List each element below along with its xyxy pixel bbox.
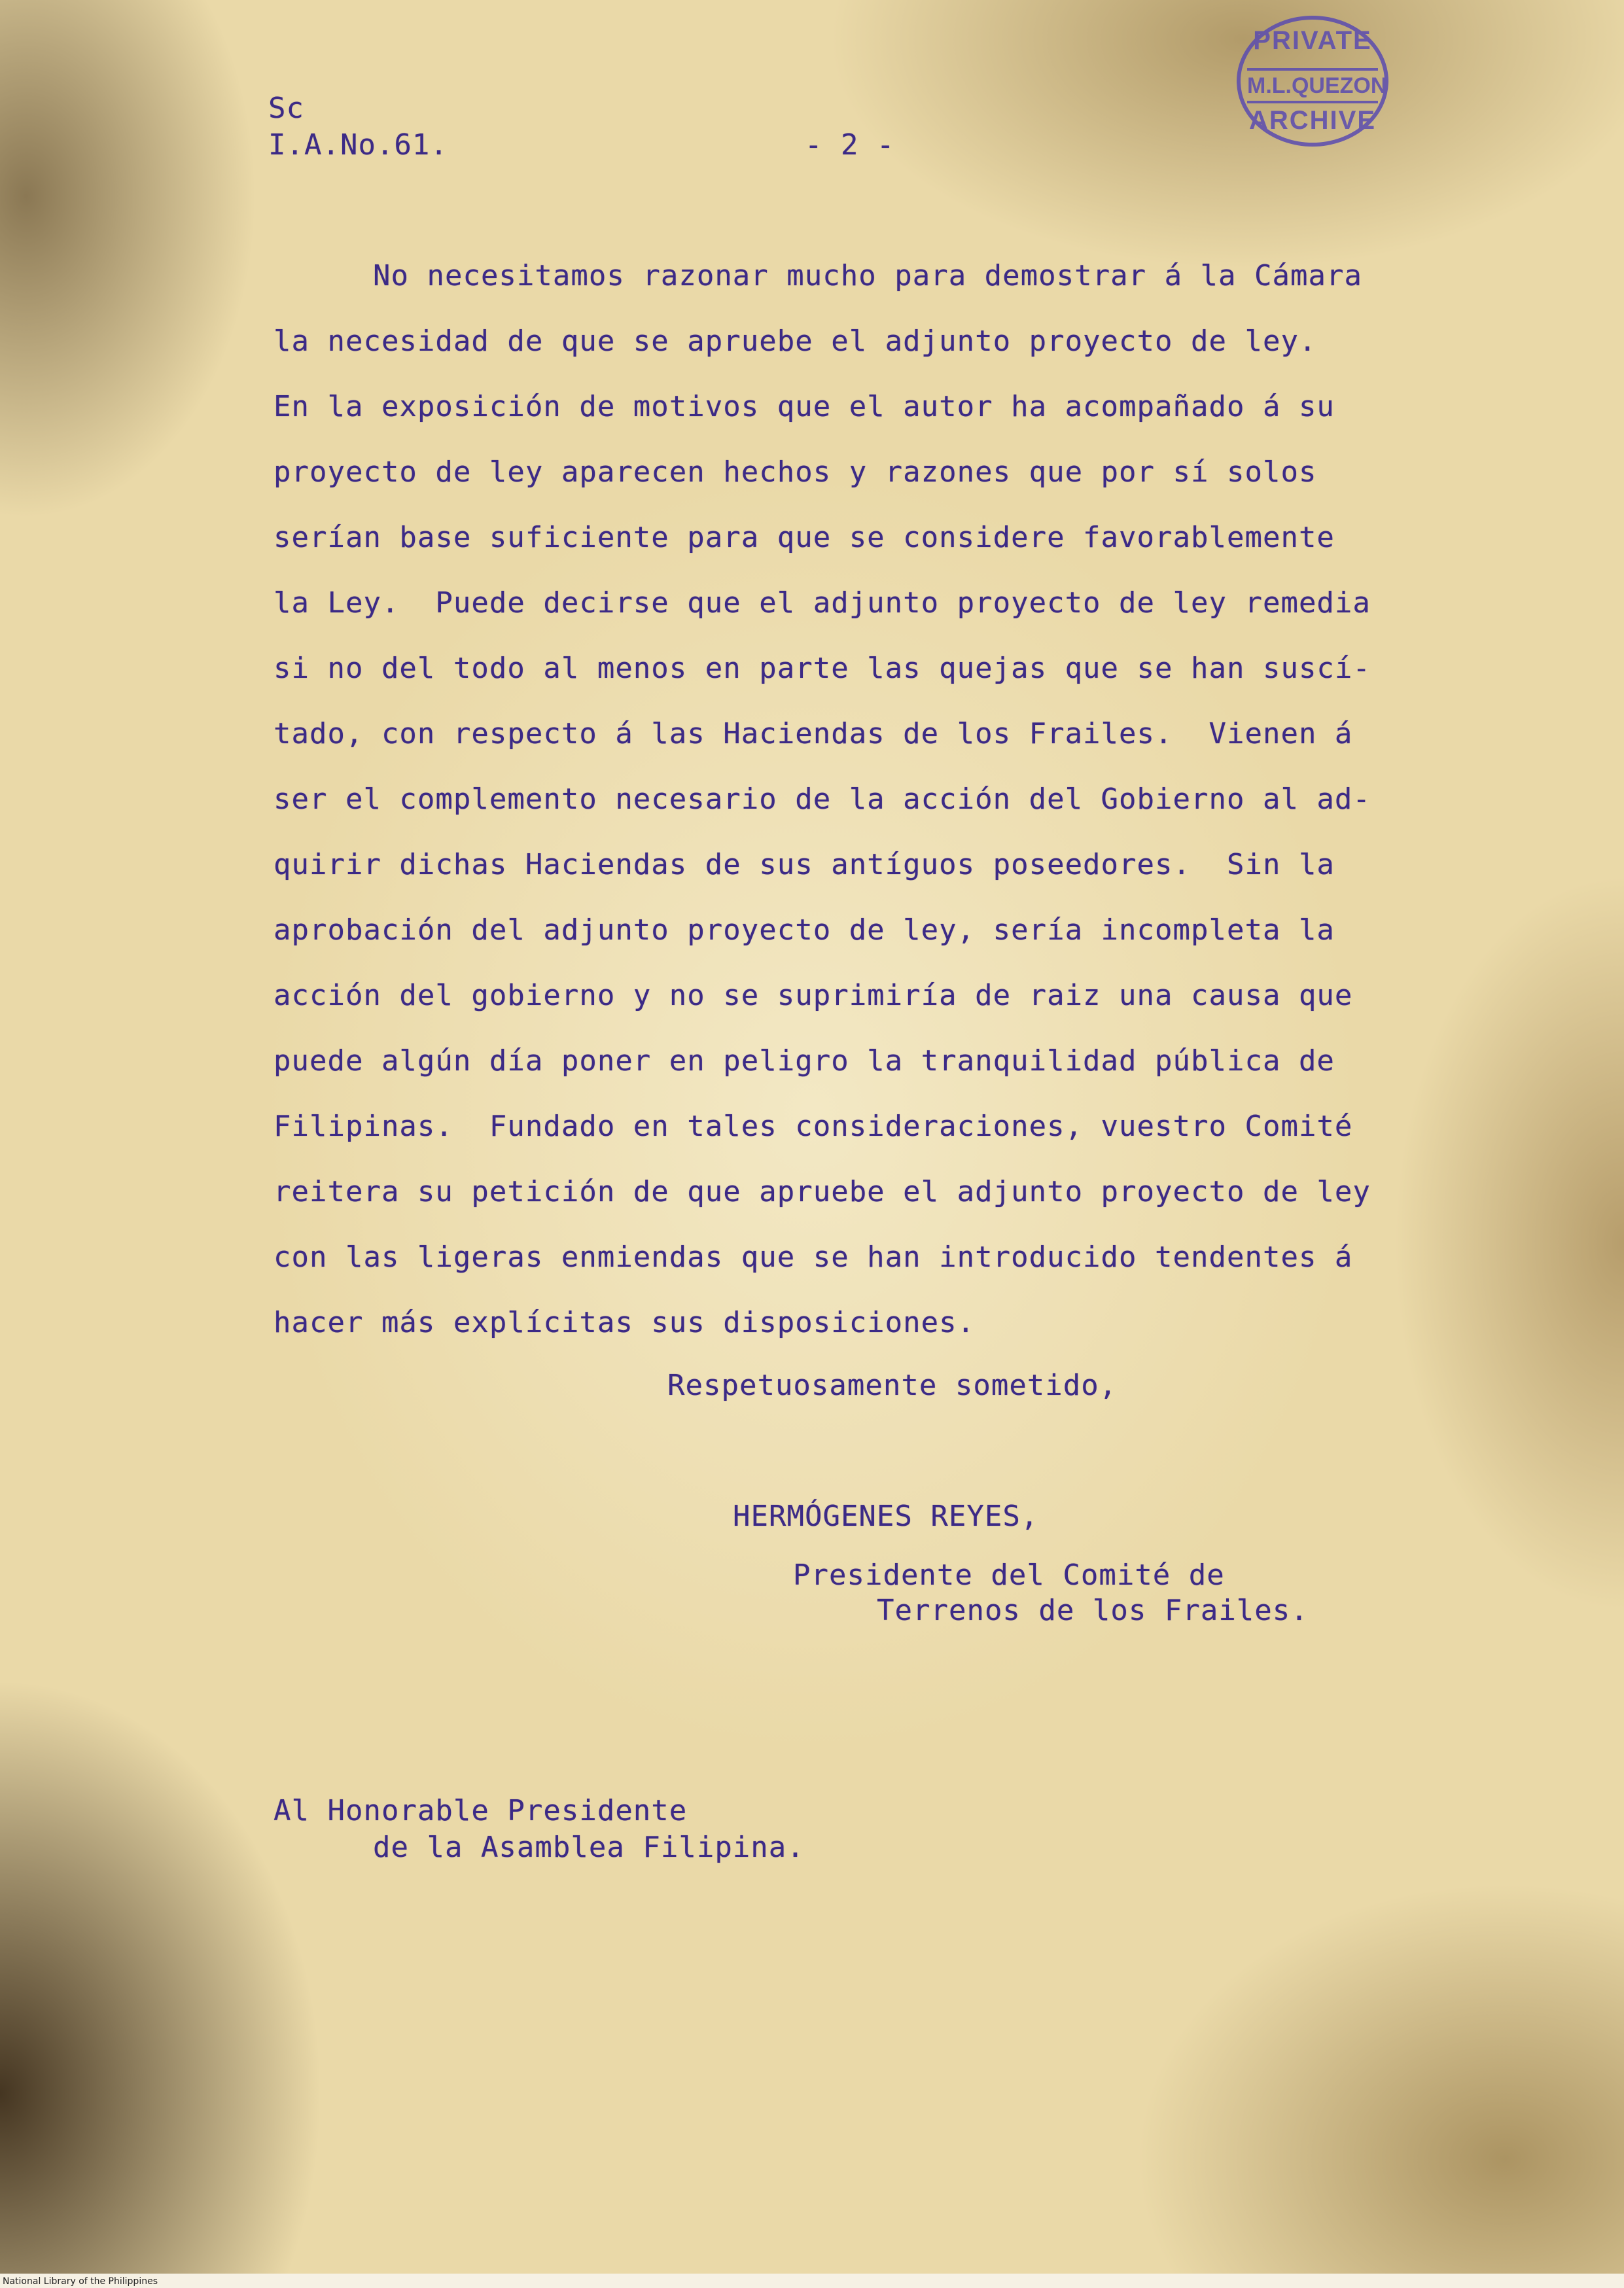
body-line-3: En la exposición de motivos que el autor ha acompañado á su [274, 390, 1335, 423]
addressee-line-1: Al Honorable Presidente [274, 1794, 688, 1827]
body-line-9: ser el complemento necesario de la acción del Gobierno al ad- [274, 783, 1371, 816]
signature-title-2: Terrenos de los Frailes. [877, 1594, 1309, 1627]
body-line-11: aprobación del adjunto proyecto de ley, sería incompleta la [274, 913, 1335, 947]
page-number: - 2 - [805, 128, 895, 162]
header-ref-2: I.A.No.61. [268, 128, 448, 162]
body-line-6: la Ley. Puede decirse que el adjunto proyecto de ley remedia [274, 586, 1371, 620]
body-line-17: hacer más explícitas sus disposiciones. [274, 1306, 976, 1339]
body-line-15: reitera su petición de que apruebe el adjunto proyecto de ley [274, 1175, 1371, 1208]
body-line-7: si no del todo al menos en parte las quejas que se han suscí- [274, 652, 1371, 685]
addressee-line-2: de la Asamblea Filipina. [373, 1831, 805, 1864]
body-line-4: proyecto de ley aparecen hechos y razones que por sí solos [274, 455, 1317, 489]
footer-credit: National Library of the Philippines [3, 2276, 158, 2287]
body-line-10: quirir dichas Haciendas de sus antíguos poseedores. Sin la [274, 848, 1335, 881]
body-line-12: acción del gobierno y no se suprimiría de raiz una causa que [274, 979, 1353, 1012]
body-line-1: No necesitamos razonar mucho para demostrar á la Cámara [373, 259, 1362, 292]
archive-stamp [1237, 16, 1388, 147]
scan-footer [0, 2274, 1624, 2288]
body-line-13: puede algún día poner en peligro la tranquilidad pública de [274, 1044, 1335, 1078]
body-line-14: Filipinas. Fundado en tales consideraciones, vuestro Comité [274, 1110, 1353, 1143]
signature-title-1: Presidente del Comité de [793, 1558, 1225, 1592]
body-line-8: tado, con respecto á las Haciendas de los Frailes. Vienen á [274, 717, 1353, 750]
body-line-2: la necesidad de que se apruebe el adjunto proyecto de ley. [274, 325, 1317, 358]
closing-line: Respetuosamente sometido, [667, 1369, 1118, 1402]
body-line-16: con las ligeras enmiendas que se han introducido tendentes á [274, 1241, 1353, 1274]
stamp-top-text: PRIVATE [1253, 26, 1372, 55]
header-ref-1: Sc [268, 92, 304, 125]
body-line-5: serían base suficiente para que se considere favorablemente [274, 521, 1335, 554]
stamp-middle-text: M.L.QUEZON [1247, 68, 1378, 103]
signature-name: HERMÓGENES REYES, [733, 1500, 1039, 1533]
stamp-bottom-text: ARCHIVE [1248, 106, 1377, 135]
